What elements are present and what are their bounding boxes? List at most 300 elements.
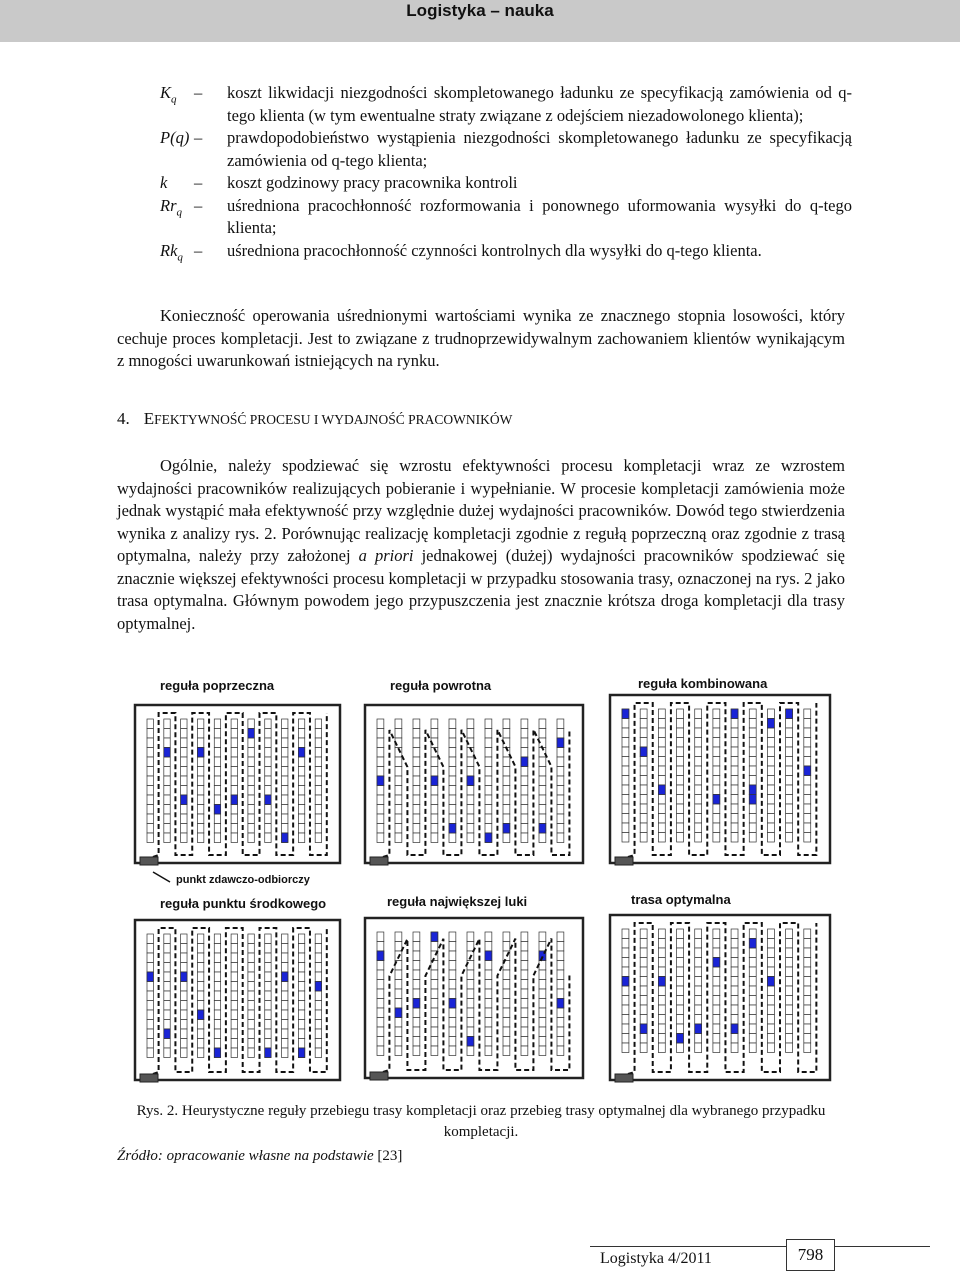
rack-cell — [622, 757, 629, 767]
rack-cell — [298, 786, 304, 796]
pick-location — [248, 729, 254, 739]
rack-cell — [214, 786, 220, 796]
rack-cell — [749, 929, 756, 939]
rack-cell — [164, 719, 170, 729]
rack-cell — [640, 1015, 647, 1025]
definition-item — [117, 127, 852, 172]
rack-cell — [658, 833, 665, 843]
rack-cell — [521, 748, 528, 758]
rack-cell — [749, 804, 756, 814]
section-number: 4. — [117, 409, 130, 428]
rack-cell — [485, 738, 492, 748]
rack-cell — [749, 766, 756, 776]
rack-cell — [767, 823, 774, 833]
rack-cell — [539, 970, 546, 980]
pick-location — [731, 1024, 738, 1034]
rack-cell — [695, 833, 702, 843]
rack-cell — [298, 982, 304, 992]
rack-cell — [731, 1015, 738, 1025]
rack-cell — [695, 1043, 702, 1053]
rack-cell — [248, 824, 254, 834]
rack-cell — [658, 929, 665, 939]
rack-cell — [804, 939, 811, 949]
rack-cell — [164, 963, 170, 973]
rack-cell — [485, 719, 492, 729]
rack-cell — [147, 757, 153, 767]
rack-cell — [622, 996, 629, 1006]
rack-cell — [557, 942, 564, 952]
rack-cell — [767, 986, 774, 996]
rack-cell — [485, 805, 492, 815]
rack-cell — [767, 948, 774, 958]
rack-cell — [695, 795, 702, 805]
rack-cell — [713, 785, 720, 795]
rack-cell — [557, 951, 564, 961]
rack-cell — [677, 823, 684, 833]
depot-pointer — [153, 872, 170, 882]
rack-cell — [197, 729, 203, 739]
rack-cell — [767, 1024, 774, 1034]
rack-cell — [467, 970, 474, 980]
rack-cell — [248, 944, 254, 954]
rack-cell — [197, 719, 203, 729]
rack-cell — [265, 719, 271, 729]
rack-cell — [214, 934, 220, 944]
rack-cell — [640, 823, 647, 833]
rack-cell — [539, 989, 546, 999]
rack-cell — [786, 776, 793, 786]
rack-cell — [315, 1039, 321, 1049]
rack-cell — [431, 989, 438, 999]
depot-marker — [140, 857, 158, 865]
rack-cell — [677, 776, 684, 786]
rack-cell — [539, 786, 546, 796]
rack-cell — [640, 785, 647, 795]
rack-cell — [749, 823, 756, 833]
rack-cell — [767, 939, 774, 949]
rack-cell — [265, 748, 271, 758]
rack-cell — [395, 942, 402, 952]
rack-cell — [413, 814, 420, 824]
rack-cell — [265, 953, 271, 963]
rack-cell — [557, 1018, 564, 1028]
rack-cell — [248, 1039, 254, 1049]
rack-cell — [197, 786, 203, 796]
rack-cell — [804, 929, 811, 939]
rack-cell — [749, 1024, 756, 1034]
panel-label: reguła największej luki — [387, 894, 528, 909]
pick-location — [539, 824, 546, 834]
rack-cell — [449, 1018, 456, 1028]
rack-cell — [231, 738, 237, 748]
rack-cell — [677, 977, 684, 987]
rack-cell — [786, 958, 793, 968]
rack-cell — [315, 953, 321, 963]
rack-cell — [467, 805, 474, 815]
rack-cell — [147, 738, 153, 748]
rack-cell — [231, 814, 237, 824]
rack-cell — [265, 776, 271, 786]
rack-cell — [282, 963, 288, 973]
rack-cell — [164, 814, 170, 824]
rack-cell — [282, 767, 288, 777]
rack-cell — [467, 833, 474, 843]
rack-cell — [731, 1043, 738, 1053]
rack-cell — [539, 757, 546, 767]
rack-cell — [214, 963, 220, 973]
rack-cell — [282, 757, 288, 767]
rack-cell — [449, 795, 456, 805]
depot-marker — [370, 857, 388, 865]
rack-cell — [658, 719, 665, 729]
rack-cell — [521, 932, 528, 942]
rack-cell — [214, 824, 220, 834]
pick-location — [377, 776, 384, 786]
rack-cell — [214, 795, 220, 805]
rack-cell — [449, 738, 456, 748]
rack-cell — [413, 1037, 420, 1047]
rack-cell — [282, 719, 288, 729]
rack-cell — [804, 958, 811, 968]
panel-label: trasa optymalna — [631, 892, 731, 907]
pick-location — [713, 795, 720, 805]
rack-cell — [804, 785, 811, 795]
rack-cell — [804, 728, 811, 738]
rack-cell — [282, 1001, 288, 1011]
rack-cell — [449, 729, 456, 739]
rack-cell — [658, 1015, 665, 1025]
rack-cell — [521, 999, 528, 1009]
pick-location — [557, 999, 564, 1009]
rack-cell — [449, 980, 456, 990]
rack-cell — [640, 958, 647, 968]
rack-cell — [749, 996, 756, 1006]
rack-cell — [713, 1024, 720, 1034]
rack-cell — [164, 1039, 170, 1049]
rack-cell — [231, 953, 237, 963]
rack-cell — [767, 1015, 774, 1025]
pick-location — [677, 1034, 684, 1044]
rack-cell — [485, 932, 492, 942]
rack-cell — [521, 776, 528, 786]
figure-routing-rules — [125, 670, 835, 1100]
rack-cell — [695, 1005, 702, 1015]
definition-text: uśredniona pracochłonność rozformowania i ponownego uformowania wysyłki do q-tego klienta; — [227, 195, 852, 237]
rack-cell — [413, 748, 420, 758]
rack-cell — [164, 934, 170, 944]
rack-cell — [485, 1046, 492, 1056]
rack-cell — [315, 833, 321, 843]
rack-cell — [147, 1048, 153, 1058]
rack-cell — [677, 996, 684, 1006]
rack-cell — [557, 824, 564, 834]
pick-location — [658, 977, 665, 987]
depot-marker — [615, 857, 633, 865]
rack-cell — [377, 795, 384, 805]
rack-cell — [786, 1005, 793, 1015]
rack-cell — [248, 991, 254, 1001]
rack-cell — [298, 833, 304, 843]
rack-cell — [181, 953, 187, 963]
rack-cell — [181, 1010, 187, 1020]
rack-cell — [282, 748, 288, 758]
rack-cell — [677, 986, 684, 996]
rack-cell — [539, 1037, 546, 1047]
rack-cell — [377, 786, 384, 796]
rack-cell — [640, 1005, 647, 1015]
rack-cell — [413, 729, 420, 739]
rack-cell — [431, 1046, 438, 1056]
rack-cell — [214, 1001, 220, 1011]
rack-cell — [677, 738, 684, 748]
rack-cell — [557, 980, 564, 990]
rack-cell — [431, 1008, 438, 1018]
body-paragraph: Ogólnie, należy spodziewać się wzrostu efektywności procesu kompletacji wraz ze wzrostem wydajności pracowników realizujących pobieranie i wypełnianie. W procesie kompletacji zamówienia może jednak wystąpić mała efektywność przy względnie dużej wydajności pracowników. Dowód tego stwierdzenia wynika z analizy rys. 2. Porównując realizację kompletacji zgodnie z regułą poprzeczną oraz zgodnie z trasą optymalna, należy przy założonej a priori jednakowej (dużej) wydajności pracowników spodziewać się znacznie większej efektywności procesu kompletacji w przypadku stosowania trasy, oznaczonej na rys. 2 jako trasa optymalna. Głównym powodem jego przypuszczenia jest znacznie krótsza droga kompletacji dla trasy optymalnej. — [117, 456, 845, 633]
rack-cell — [713, 1005, 720, 1015]
section-heading — [117, 409, 512, 429]
pick-location — [282, 972, 288, 982]
rack-cell — [197, 833, 203, 843]
rack-cell — [282, 786, 288, 796]
rack-cell — [521, 961, 528, 971]
rack-cell — [164, 776, 170, 786]
rack-cell — [467, 1018, 474, 1028]
rack-cell — [315, 767, 321, 777]
pick-location — [431, 932, 438, 942]
rack-cell — [282, 1029, 288, 1039]
rack-cell — [485, 729, 492, 739]
rack-cell — [677, 719, 684, 729]
figure-caption: Rys. 2. Heurystyczne reguły przebiegu trasy kompletacji oraz przebieg trasy optymalnej dla wybranego przypadku kompletacji. — [136, 1103, 826, 1140]
rack-cell — [713, 823, 720, 833]
rack-cell — [147, 833, 153, 843]
rack-cell — [557, 757, 564, 767]
rack-cell — [248, 1020, 254, 1030]
rack-cell — [231, 767, 237, 777]
rack-cell — [197, 738, 203, 748]
rack-cell — [786, 757, 793, 767]
pick-location — [164, 1029, 170, 1039]
rack-cell — [749, 747, 756, 757]
rack-cell — [658, 958, 665, 968]
rack-cell — [164, 805, 170, 815]
rack-cell — [804, 1043, 811, 1053]
rack-cell — [265, 972, 271, 982]
rack-cell — [767, 785, 774, 795]
rack-cell — [197, 824, 203, 834]
rack-cell — [622, 958, 629, 968]
rack-cell — [265, 1029, 271, 1039]
rack-cell — [395, 989, 402, 999]
rack-cell — [467, 989, 474, 999]
rack-cell — [377, 719, 384, 729]
definition-item — [117, 240, 852, 263]
rack-cell — [557, 833, 564, 843]
rack-cell — [749, 986, 756, 996]
rack-cell — [622, 833, 629, 843]
rack-cell — [181, 757, 187, 767]
rack-cell — [713, 738, 720, 748]
rack-cell — [786, 967, 793, 977]
rack-cell — [539, 719, 546, 729]
definition-dash: – — [194, 83, 203, 102]
rack-cell — [658, 747, 665, 757]
rack-cell — [786, 977, 793, 987]
rack-cell — [164, 757, 170, 767]
rack-cell — [485, 1027, 492, 1037]
rack-cell — [181, 748, 187, 758]
rack-cell — [449, 1027, 456, 1037]
rack-cell — [214, 1029, 220, 1039]
rack-cell — [467, 980, 474, 990]
rack-cell — [467, 824, 474, 834]
rack-cell — [695, 757, 702, 767]
rack-cell — [677, 1043, 684, 1053]
rack-cell — [695, 719, 702, 729]
rack-cell — [767, 833, 774, 843]
rack-cell — [431, 795, 438, 805]
rack-cell — [413, 951, 420, 961]
rack-cell — [640, 1043, 647, 1053]
rack-cell — [377, 970, 384, 980]
rack-cell — [298, 1001, 304, 1011]
pick-location — [449, 999, 456, 1009]
rack-cell — [767, 738, 774, 748]
rack-cell — [282, 1039, 288, 1049]
rack-cell — [282, 795, 288, 805]
rack-cell — [503, 814, 510, 824]
pick-location — [431, 776, 438, 786]
rack-cell — [298, 972, 304, 982]
rack-cell — [622, 929, 629, 939]
rack-cell — [265, 729, 271, 739]
rack-cell — [395, 786, 402, 796]
rack-cell — [147, 963, 153, 973]
rack-cell — [677, 795, 684, 805]
rack-cell — [377, 748, 384, 758]
rack-cell — [713, 766, 720, 776]
footer-rule — [590, 1246, 930, 1247]
rack-cell — [786, 795, 793, 805]
rack-cell — [731, 785, 738, 795]
rack-cell — [197, 1039, 203, 1049]
pick-location — [197, 748, 203, 758]
rack-cell — [539, 1046, 546, 1056]
rack-cell — [557, 729, 564, 739]
pick-location — [467, 1037, 474, 1047]
pick-location — [315, 982, 321, 992]
rack-cell — [431, 1027, 438, 1037]
rack-cell — [181, 1039, 187, 1049]
rack-cell — [786, 823, 793, 833]
rack-cell — [767, 747, 774, 757]
rack-cell — [298, 991, 304, 1001]
rack-cell — [557, 795, 564, 805]
rack-cell — [640, 948, 647, 958]
rack-cell — [731, 986, 738, 996]
rack-cell — [164, 738, 170, 748]
rack-cell — [431, 980, 438, 990]
pick-location — [640, 1024, 647, 1034]
rack-cell — [298, 814, 304, 824]
rack-cell — [315, 748, 321, 758]
rack-cell — [713, 747, 720, 757]
rack-cell — [640, 814, 647, 824]
pick-location — [804, 766, 811, 776]
rack-cell — [214, 991, 220, 1001]
rack-cell — [147, 953, 153, 963]
rack-cell — [539, 1027, 546, 1037]
rack-cell — [395, 833, 402, 843]
rack-cell — [147, 795, 153, 805]
rack-cell — [298, 824, 304, 834]
rack-cell — [413, 738, 420, 748]
rack-cell — [449, 942, 456, 952]
rack-cell — [467, 961, 474, 971]
rack-cell — [485, 795, 492, 805]
rack-cell — [539, 814, 546, 824]
rack-cell — [804, 814, 811, 824]
rack-cell — [248, 719, 254, 729]
rack-cell — [503, 757, 510, 767]
rack-cell — [786, 766, 793, 776]
rack-cell — [265, 814, 271, 824]
rack-cell — [713, 1043, 720, 1053]
rack-cell — [214, 738, 220, 748]
rack-cell — [181, 776, 187, 786]
rack-cell — [377, 1046, 384, 1056]
rack-cell — [521, 786, 528, 796]
rack-cell — [164, 944, 170, 954]
rack-cell — [804, 1015, 811, 1025]
rack-cell — [413, 767, 420, 777]
rack-cell — [413, 989, 420, 999]
rack-cell — [197, 934, 203, 944]
rack-cell — [557, 989, 564, 999]
rack-cell — [658, 939, 665, 949]
rack-cell — [431, 824, 438, 834]
rack-cell — [214, 748, 220, 758]
rack-cell — [713, 948, 720, 958]
rack-cell — [622, 1005, 629, 1015]
rack-cell — [557, 748, 564, 758]
rack-cell — [804, 804, 811, 814]
rack-cell — [677, 728, 684, 738]
rack-cell — [677, 958, 684, 968]
rack-cell — [658, 967, 665, 977]
rack-cell — [147, 824, 153, 834]
rack-cell — [395, 824, 402, 834]
definition-symbol: $K_q$ — [160, 83, 177, 106]
rack-cell — [147, 1020, 153, 1030]
rack-cell — [147, 991, 153, 1001]
rack-cell — [521, 719, 528, 729]
rack-cell — [557, 767, 564, 777]
rack-cell — [749, 948, 756, 958]
rack-cell — [282, 991, 288, 1001]
rack-cell — [640, 986, 647, 996]
rack-cell — [640, 709, 647, 719]
rack-cell — [695, 977, 702, 987]
rack-cell — [677, 814, 684, 824]
rack-cell — [767, 757, 774, 767]
rack-cell — [395, 1027, 402, 1037]
pick-location — [467, 776, 474, 786]
rack-cell — [282, 1010, 288, 1020]
panel-label: reguła kombinowana — [638, 676, 768, 691]
definition-item — [117, 82, 852, 127]
rack-cell — [164, 953, 170, 963]
